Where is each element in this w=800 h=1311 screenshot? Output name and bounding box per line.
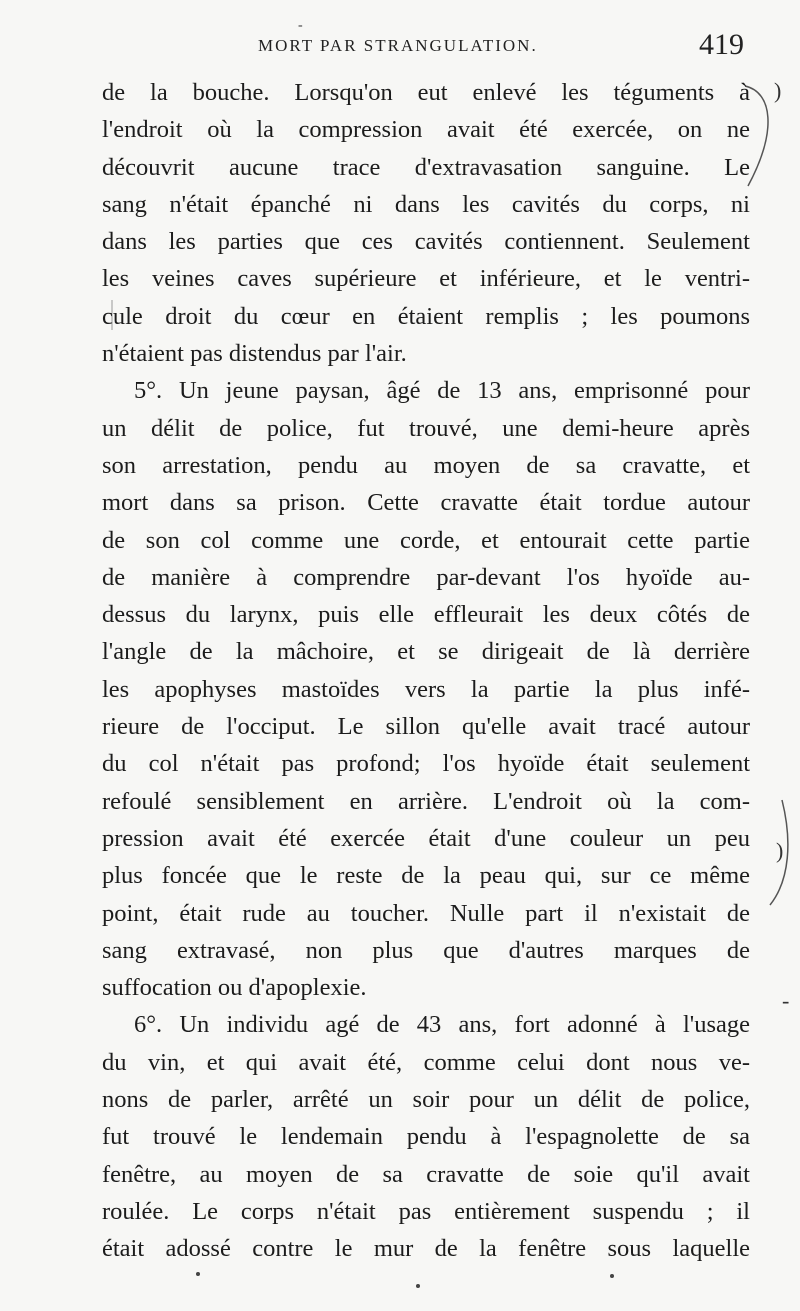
text-line: rieure de l'occiput. Le sillon qu'elle avait tracé autour: [102, 713, 750, 741]
text-line: de manière à comprendre par-devant l'os hyoïde au-: [102, 563, 750, 591]
text-line: mort dans sa prison. Cette cravatte était tordue autour: [102, 489, 750, 517]
text-line: un délit de police, fut trouvé, une demi-heure après: [102, 414, 750, 442]
text-line: plus foncée que le reste de la peau qui, sur ce même: [102, 862, 750, 890]
text-line: dans les parties que ces cavités contiennent. Seulement: [102, 228, 750, 256]
text-line: nons de parler, arrêté un soir pour un délit de police,: [102, 1086, 750, 1114]
text-line: de son col comme une corde, et entourait cette partie: [102, 526, 750, 554]
text-line: point, était rude au toucher. Nulle part il n'existait de: [102, 899, 750, 927]
margin-mark-bottom: ): [776, 838, 784, 863]
text-line: fut trouvé le lendemain pendu à l'espagnolette de sa: [102, 1123, 750, 1151]
page-number: 419: [699, 28, 744, 61]
text-line: l'angle de la mâchoire, et se dirigeait de là derrière: [102, 638, 750, 666]
text-line: les apophyses mastoïdes vers la partie la plus infé-: [102, 675, 750, 703]
speck-dot: [416, 1284, 420, 1288]
text-line: refoulé sensiblement en arrière. L'endroit où la com-: [102, 787, 750, 815]
text-line: n'étaient pas distendus par l'air.: [102, 340, 407, 368]
text-line: du vin, et qui avait été, comme celui dont nous ve-: [102, 1048, 750, 1076]
margin-mark-top: ): [774, 78, 782, 103]
text-line: cule droit du cœur en étaient remplis ; les poumons: [102, 302, 750, 330]
running-head: [100, 18, 750, 64]
speck-dot: [196, 1272, 200, 1276]
text-line: 6°. Un individu agé de 43 ans, fort adonné à l'usage: [134, 1011, 750, 1039]
text-line: pression avait été exercée était d'une couleur un peu: [102, 824, 750, 852]
text-line: fenêtre, au moyen de sa cravatte de soie qu'il avait: [102, 1160, 750, 1188]
body-text: [102, 74, 750, 1268]
text-line: les veines caves supérieure et inférieure, et le ventri-: [102, 265, 750, 293]
text-line: sang n'était épanché ni dans les cavités du corps, ni: [102, 190, 750, 218]
margin-mark-hyphen: -: [782, 988, 790, 1013]
text-line: l'endroit où la compression avait été exercée, on ne: [102, 116, 750, 144]
text-line: roulée. Le corps n'était pas entièrement suspendu ; il: [102, 1197, 750, 1225]
speck-dot: [610, 1274, 614, 1278]
text-line: dessus du larynx, puis elle effleurait les deux côtés de: [102, 601, 750, 629]
text-line: découvrit aucune trace d'extravasation sanguine. Le: [102, 153, 750, 181]
text-line: était adossé contre le mur de la fenêtre sous laquelle: [102, 1235, 750, 1263]
text-line: du col n'était pas profond; l'os hyoïde était seulement: [102, 750, 750, 778]
text-line: sang extravasé, non plus que d'autres marques de: [102, 936, 750, 964]
text-line: de la bouche. Lorsqu'on eut enlevé les téguments à: [102, 79, 750, 106]
running-head-title: MORT PAR STRANGULATION.: [258, 36, 538, 55]
running-head-tick: -: [298, 18, 303, 33]
text-line: suffocation ou d'apoplexie.: [102, 974, 367, 1002]
text-line: 5°. Un jeune paysan, âgé de 13 ans, emprisonné pour: [134, 377, 750, 405]
text-line: son arrestation, pendu au moyen de sa cravatte, et: [102, 451, 750, 479]
